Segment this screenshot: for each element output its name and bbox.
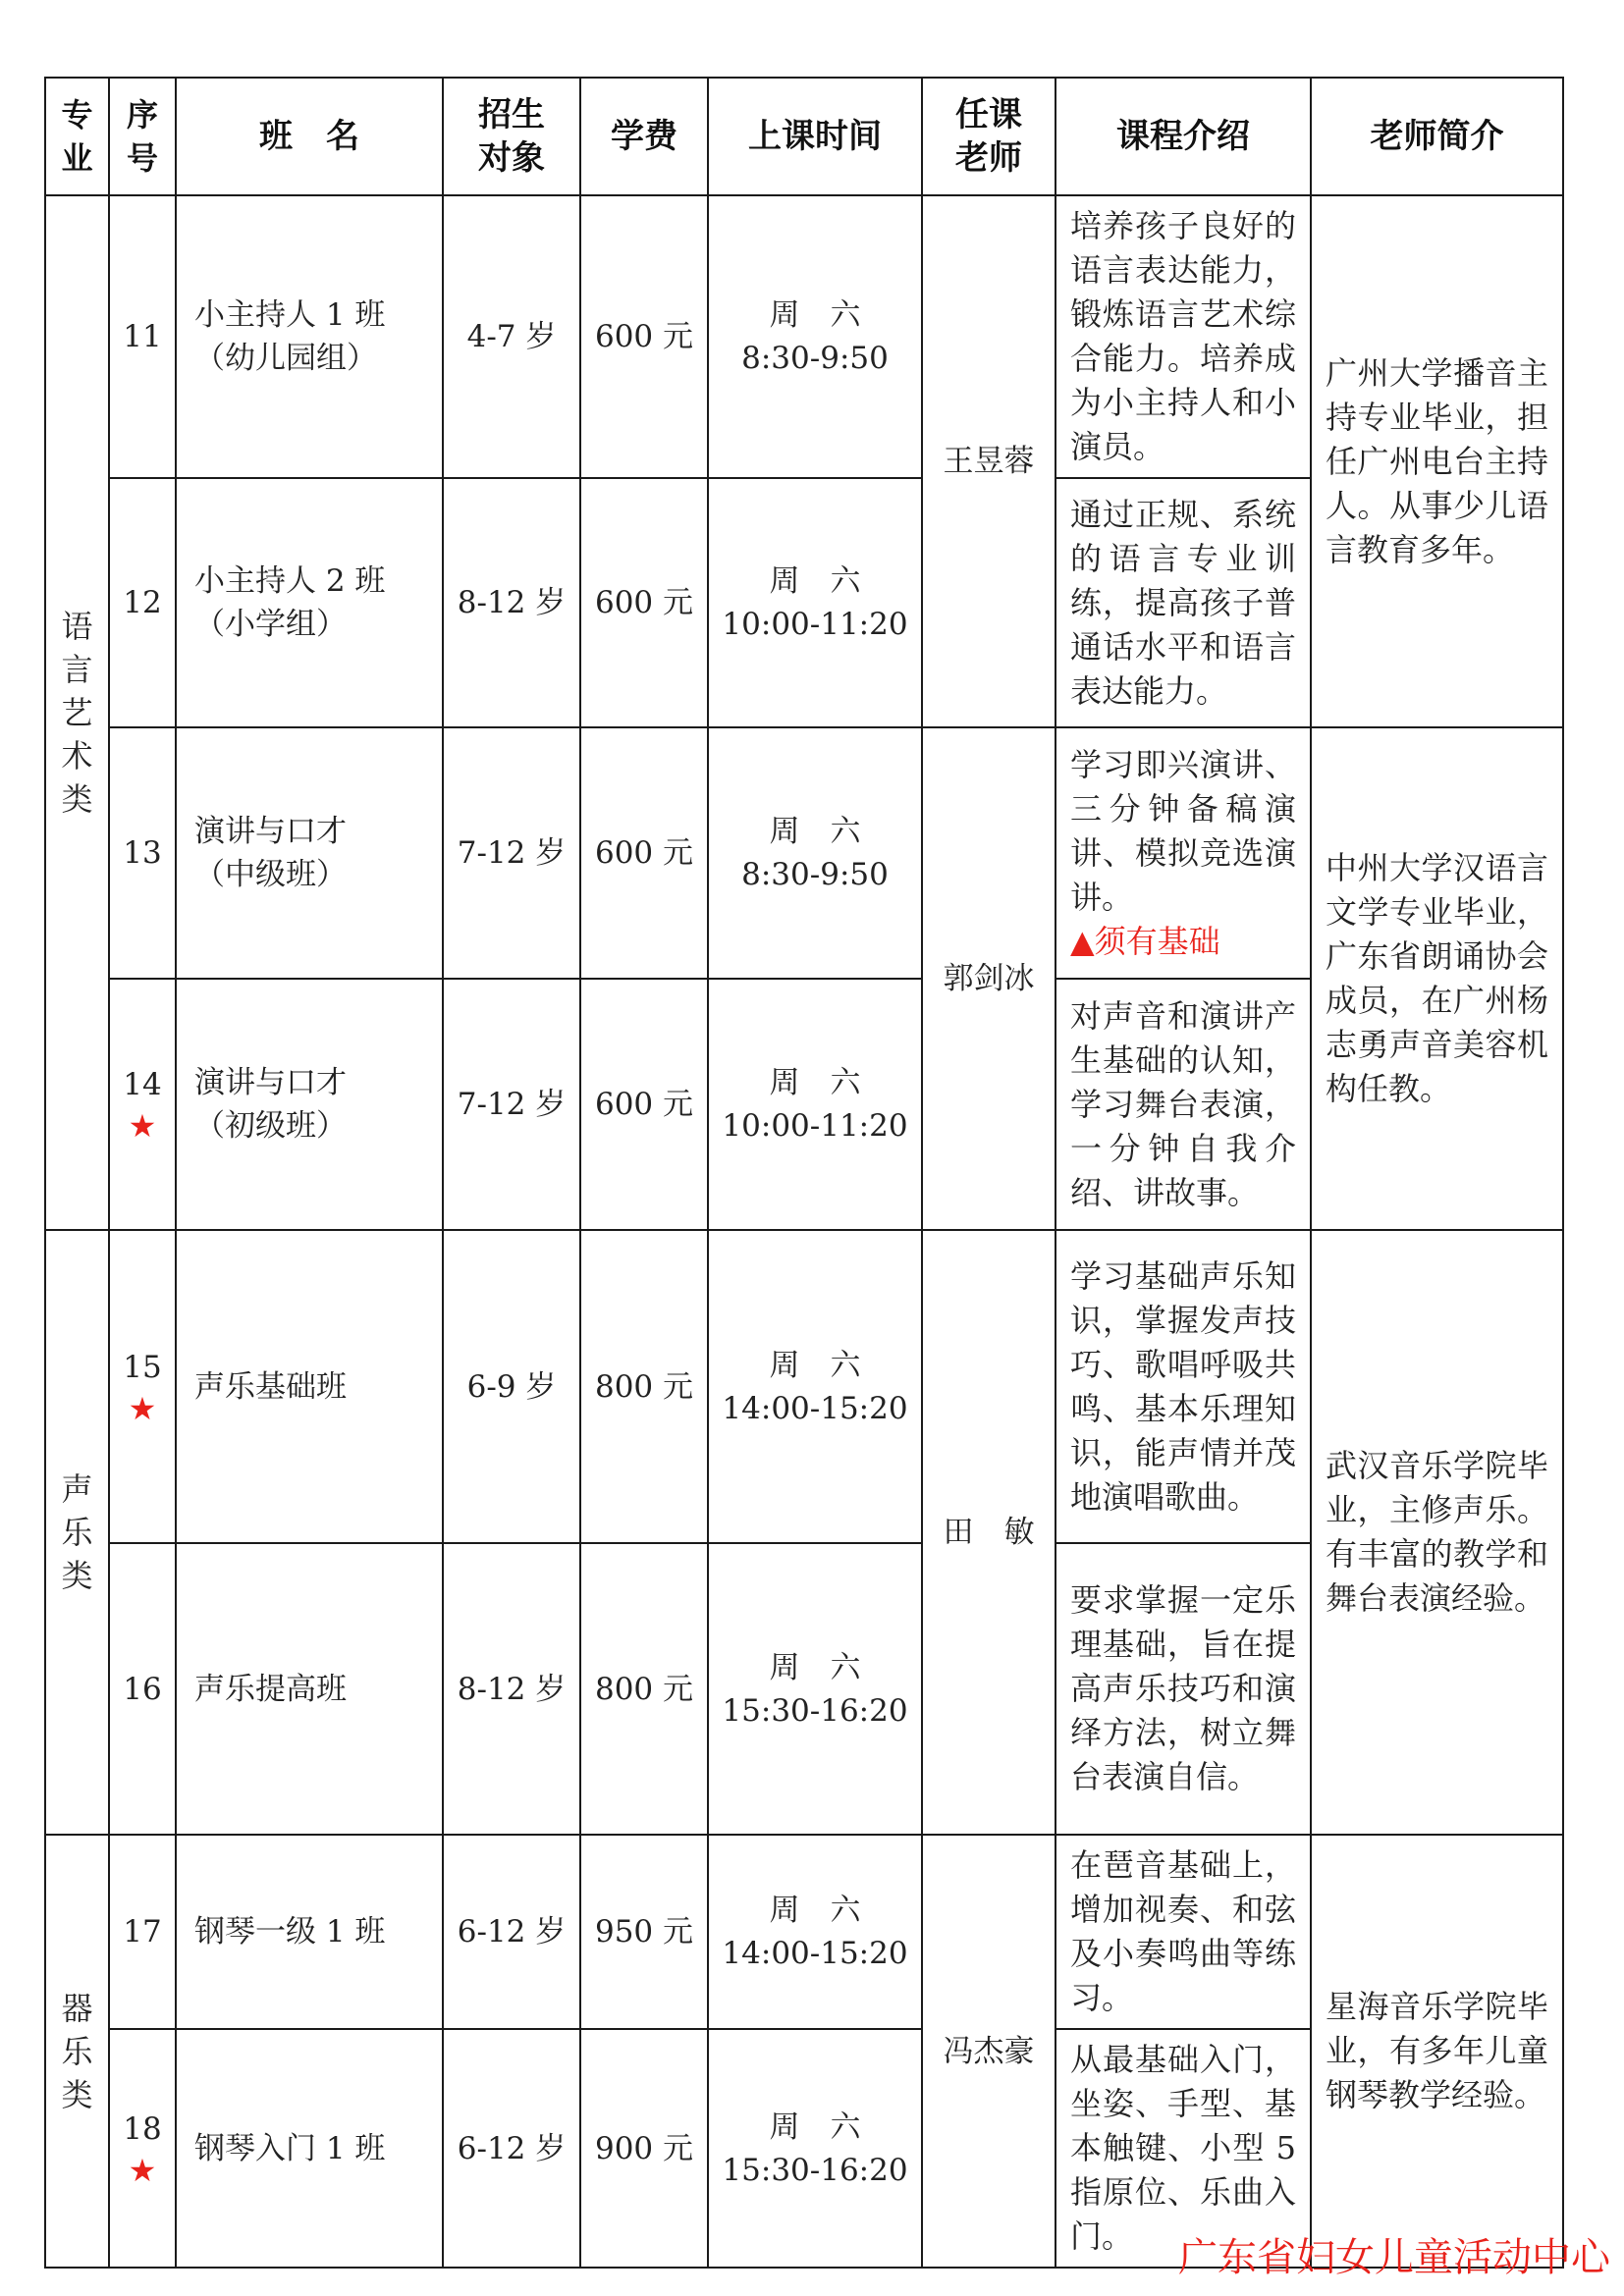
class-name-cell: 小主持人 1 班 （幼儿园组） [176, 195, 443, 478]
fee-cell: 800 元 [580, 1230, 708, 1543]
major-cell-instrumental: 器乐类 [45, 1835, 109, 2268]
target-cell: 6-9 岁 [443, 1230, 580, 1543]
teacher-cell: 冯杰豪 [922, 1835, 1056, 2268]
header-intro: 课程介绍 [1056, 78, 1311, 195]
intro-cell: 在琶音基础上，增加视奏、和弦及小奏鸣曲等练习。 [1056, 1835, 1311, 2029]
table-row [45, 1835, 1563, 2029]
intro-cell: 通过正规、系统的语言专业训练，提高孩子普通话水平和语言表达能力。 [1056, 478, 1311, 727]
major-cell-language-arts: 语言艺术类 [45, 195, 109, 1230]
fee-cell: 600 元 [580, 195, 708, 478]
time-cell: 周 六 10:00-11:20 [708, 478, 922, 727]
seq-cell: 13 [109, 727, 176, 979]
class-name-cell: 小主持人 2 班 （小学组） [176, 478, 443, 727]
fee-cell: 600 元 [580, 727, 708, 979]
target-cell: 8-12 岁 [443, 1543, 580, 1835]
fee-cell: 600 元 [580, 478, 708, 727]
requirement-note: ▲须有基础 [1070, 922, 1220, 960]
target-cell: 7-12 岁 [443, 727, 580, 979]
header-class-name: 班 名 [176, 78, 443, 195]
header-seq: 序号 [109, 78, 176, 195]
bio-cell: 武汉音乐学院毕业，主修声乐。有丰富的教学和舞台表演经验。 [1311, 1230, 1563, 1835]
seq-cell: 17 [109, 1835, 176, 2029]
intro-cell: 要求掌握一定乐理基础，旨在提高声乐技巧和演绎方法，树立舞台表演自信。 [1056, 1543, 1311, 1835]
class-name-cell: 演讲与口才 （初级班） [176, 979, 443, 1230]
intro-cell: 从最基础入门，坐姿、手型、基本触键、小型 5 指原位、乐曲入门。 [1056, 2029, 1311, 2268]
seq-cell: 12 [109, 478, 176, 727]
major-cell-vocal: 声乐类 [45, 1230, 109, 1835]
fee-cell: 600 元 [580, 979, 708, 1230]
class-name-cell: 钢琴一级 1 班 [176, 1835, 443, 2029]
target-cell: 7-12 岁 [443, 979, 580, 1230]
fee-cell: 900 元 [580, 2029, 708, 2268]
table-row [45, 727, 1563, 979]
fee-cell: 950 元 [580, 1835, 708, 2029]
time-cell: 周 六 14:00-15:20 [708, 1230, 922, 1543]
header-fee: 学费 [580, 78, 708, 195]
intro-cell: 培养孩子良好的语言表达能力，锻炼语言艺术综合能力。培养成为小主持人和小演员。 [1056, 195, 1311, 478]
table-row [45, 195, 1563, 478]
seq-cell: 15 ★ [109, 1230, 176, 1543]
seq-cell: 18 ★ [109, 2029, 176, 2268]
intro-cell: 对声音和演讲产生基础的认知，学习舞台表演，一分钟自我介绍、讲故事。 [1056, 979, 1311, 1230]
target-cell: 4-7 岁 [443, 195, 580, 478]
seq-cell: 11 [109, 195, 176, 478]
time-cell: 周 六 15:30-16:20 [708, 1543, 922, 1835]
course-table [44, 77, 1564, 2269]
teacher-cell: 田 敏 [922, 1230, 1056, 1835]
class-name-cell: 演讲与口才 （中级班） [176, 727, 443, 979]
bio-cell: 中州大学汉语言文学专业毕业，广东省朗诵协会成员，在广州杨志勇声音美容机构任教。 [1311, 727, 1563, 1230]
time-cell: 周 六 8:30-9:50 [708, 195, 922, 478]
seq-cell: 14 ★ [109, 979, 176, 1230]
target-cell: 6-12 岁 [443, 2029, 580, 2268]
intro-cell: 学习即兴演讲、三分钟备稿演讲、模拟竞选演讲。 ▲须有基础 [1056, 727, 1311, 979]
table-row [45, 1230, 1563, 1543]
header-time: 上课时间 [708, 78, 922, 195]
organization-footer: 广东省妇女儿童活动中心 [1178, 2235, 1610, 2280]
header-major: 专业 [45, 78, 109, 195]
class-name-cell: 声乐提高班 [176, 1543, 443, 1835]
header-teacher: 任课老师 [922, 78, 1056, 195]
bio-cell: 星海音乐学院毕业，有多年儿童钢琴教学经验。 [1311, 1835, 1563, 2268]
header-bio: 老师简介 [1311, 78, 1563, 195]
teacher-cell: 郭剑冰 [922, 727, 1056, 1230]
table-header-row [45, 78, 1563, 195]
target-cell: 8-12 岁 [443, 478, 580, 727]
intro-cell: 学习基础声乐知识，掌握发声技巧、歌唱呼吸共鸣、基本乐理知识，能声情并茂地演唱歌曲。 [1056, 1230, 1311, 1543]
time-cell: 周 六 15:30-16:20 [708, 2029, 922, 2268]
header-target: 招生对象 [443, 78, 580, 195]
star-icon: ★ [128, 2151, 157, 2189]
star-icon: ★ [128, 1107, 157, 1145]
fee-cell: 800 元 [580, 1543, 708, 1835]
class-name-cell: 声乐基础班 [176, 1230, 443, 1543]
class-name-cell: 钢琴入门 1 班 [176, 2029, 443, 2268]
bio-cell: 广州大学播音主持专业毕业，担任广州电台主持人。从事少儿语言教育多年。 [1311, 195, 1563, 727]
time-cell: 周 六 8:30-9:50 [708, 727, 922, 979]
time-cell: 周 六 14:00-15:20 [708, 1835, 922, 2029]
teacher-cell: 王昱蓉 [922, 195, 1056, 727]
time-cell: 周 六 10:00-11:20 [708, 979, 922, 1230]
seq-cell: 16 [109, 1543, 176, 1835]
star-icon: ★ [128, 1389, 157, 1427]
target-cell: 6-12 岁 [443, 1835, 580, 2029]
